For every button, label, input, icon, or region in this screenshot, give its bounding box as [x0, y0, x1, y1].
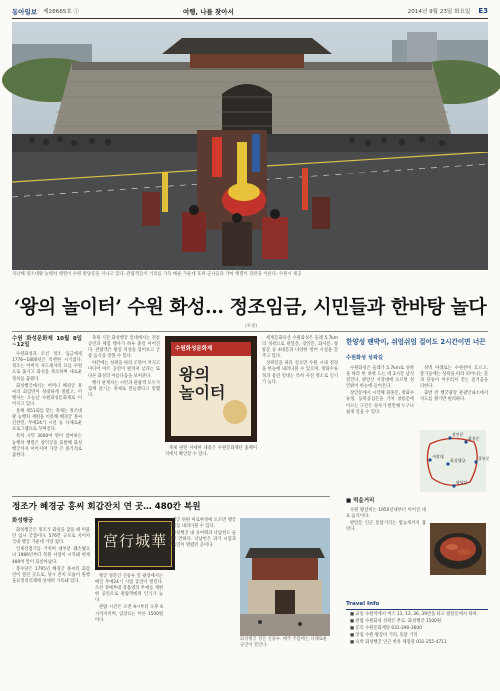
box-paragraph: 화성행궁 내 유여택과 낙남헌도 둘러볼 만하다. 낙남헌은 과거 시험과 양로연이 열렸던 곳이다.	[168, 531, 236, 549]
map-label: 서장대	[432, 454, 444, 459]
sidebar-column-1	[346, 366, 414, 492]
side-note-heading: ■ 먹을거리	[346, 498, 375, 504]
box-column-2	[95, 574, 163, 686]
side-note-line: 수원 왕갈비는 1950년대부터 이어진 대표 음식이다.	[346, 508, 426, 520]
article-paragraph: 올해 제51회를 맞는 축제는 정조대왕 능행차 재현을 비롯해 혜경궁 홍씨 진찬연, 무예24기 시연 등 다채로운 프로그램으로 꾸며진다.	[12, 409, 82, 433]
masthead	[12, 4, 488, 18]
side-note	[346, 498, 426, 598]
article-subhead: 수원 화성문화제 10월 8일~12일	[12, 336, 82, 349]
article-paragraph: 세계문화유산 수원화성은 둘레 5.7km의 성곽으로 팔달문, 장안문, 화서문, 창룡문 등 4대문과 다양한 방어 시설을 갖추고 있다.	[262, 336, 338, 360]
fortress-route-map	[420, 430, 490, 492]
headline-tag: (루팡)	[245, 324, 258, 329]
masthead-rule	[12, 18, 488, 19]
travel-info-line: ■ 문의 수원문화재단 031-290-3600	[350, 626, 422, 632]
sinpungnu-gate-photo	[240, 518, 330, 636]
article-column-3	[262, 336, 338, 492]
publication-date: 2014년 9월 23일 화요일	[407, 9, 471, 15]
sidebar-paragraph: 장안문에서 시작해 화홍문, 방화수류정, 동북공심돈을 거쳐 창룡문에 이르는 구간은 경사가 완만해 누구나 쉽게 걸을 수 있다.	[346, 391, 414, 415]
travel-info-heading: Travel Info	[346, 601, 380, 607]
map-label: 장안문	[452, 432, 464, 437]
travel-info-line: ■ 관람 수원화성 성곽은 무료, 화성행궁 1500원.	[350, 619, 443, 625]
box-headline: 정조가 혜경궁 홍씨 회갑잔치 연 곳… 480칸 복원	[12, 502, 201, 512]
article-paragraph: 축제 관련 자세한 내용은 수원문화재단 홈페이지에서 확인할 수 있다.	[165, 446, 257, 458]
sign-text: 宮行城華	[102, 532, 167, 550]
article-column-1	[12, 336, 82, 492]
section-title: 여행, 나를 찾아서	[182, 7, 234, 16]
newspaper-logo: 동아일보	[12, 7, 38, 16]
sidebar-title: 한양성 팬박이, 쉬엄쉬엄 걸어도 2시간이면 너끈	[346, 338, 486, 346]
festival-book-image	[165, 336, 257, 442]
article-paragraph: 행사 관계자는 시민과 관광객 모두가 함께 즐기는 축제로 만들겠다고 말했다.	[88, 380, 160, 398]
photo-caption: 지난해 정조대왕 능행차 행렬이 수원 팔달문을 지나고 있다. 관람객들이 거리를 가득 메운 가운데 호위 군사들과 가마 행렬이 장관을 이룬다. 수원시 제공	[12, 272, 302, 277]
box-paragraph: 봉수당은 1795년 혜경궁 홍씨의 회갑연이 열린 곳으로, 당시 잔치 모습이 원행을묘정리의궤에 상세히 기록돼 있다.	[12, 566, 90, 584]
box-subhead: 화성행궁	[12, 518, 34, 524]
box-paragraph: 관람 시간은 오전 9시부터 오후 6시까지이며, 입장료는 어른 1500원이다.	[95, 605, 163, 623]
main-headline: ‘왕의 놀이터’ 수원 화성… 정조임금, 시민들과 한바탕 놀다	[13, 296, 487, 318]
sidebar-paragraph: 수원화성은 둘레가 5.7km로 성곽을 따라 한 바퀴 도는 데 2시간 남짓 걸린다. 팔달산 서장대에 오르면 성 안팎이 한눈에 들어온다.	[346, 366, 414, 390]
article-paragraph: 야간에는 성곽을 따라 조명이 켜지고 미디어 아트 공연이 펼쳐져 낮과는 또 다른 화성의 아름다움을 보여준다.	[88, 361, 160, 379]
travel-info-line: ■ 맛집 수원 왕갈비 거리, 통닭 거리	[350, 633, 418, 639]
book-tag: 수원화성문화제	[175, 346, 213, 352]
galbi-food-photo	[430, 523, 486, 575]
travel-info-list	[346, 612, 488, 686]
side-note-line: 팔달문 인근 통닭거리는 밤늦게까지 붐빈다.	[346, 521, 426, 533]
book-title: 왕의 놀이터	[179, 365, 226, 402]
article-paragraph: 축제 기간 화성행궁 일대에서는 전통 공연과 체험 행사가 하루 종일 이어진다. 관람객은 왕실 의상을 입어보고 궁중 음식을 맛볼 수 있다.	[88, 336, 160, 360]
issue-number: 제28665호 ⓘ	[43, 9, 80, 15]
article-column-2b	[165, 446, 257, 492]
map-label: 팔달문	[456, 480, 468, 485]
box-column-3	[168, 518, 236, 686]
main-photo	[12, 22, 488, 270]
article-paragraph: 성곽길을 따라 걸으면 수원 시내 전경을 한눈에 내려다볼 수 있으며, 방화수류정과 용연 일대는 특히 사진 명소로 인기가 높다.	[262, 361, 338, 385]
section-rule	[12, 496, 330, 497]
travel-info-line: ■ 교통 수원역에서 버스 11, 13, 36, 39번을 타고 팔달문에서 하차.	[350, 612, 479, 617]
article-column-2	[88, 336, 160, 492]
article-paragraph: 수원화성과 조선 정조 임금에게 1776~1800년은 특별한 시기였다. 정조는 아버지 사도세자의 묘를 수원으로 옮기고 화성을 축조하며 새로운 정치를 꿈꿨다.	[12, 352, 82, 382]
map-label: 창룡문	[478, 456, 490, 461]
article-paragraph: 특히 시민 3000여 명이 참여하는 능행차 행렬은 창덕궁을 출발해 화성행궁까지 이어지며 가장 큰 볼거리로 꼽힌다.	[12, 434, 82, 458]
box-column-1	[12, 518, 90, 686]
gate-caption: 화성행궁 정문 신풍루. 매주 주말에는 다채로운 공연이 열린다.	[240, 637, 328, 648]
box-paragraph: 일제강점기를 거치며 대부분 훼손됐으나 1989년부터 복원 사업이 시작돼 현재 480여 칸이 되살아났다.	[12, 547, 90, 565]
travel-info-rule	[346, 609, 488, 610]
sidebar-paragraph: 출발 전 행궁광장 관광안내소에서 지도를 챙기면 편리하다.	[420, 391, 488, 403]
box-paragraph: 화성행궁은 정조가 화성을 찾을 때 머물던 임시 궁궐이다. 576칸 규모로 지어져 국내 행궁 가운데 가장 컸다.	[12, 528, 90, 546]
box-paragraph: 행궁 정문인 신풍루 앞 광장에서는 매일 무예24기 시범 공연이 열린다. 조선 정예부대 장용영의 무예를 재현한 공연으로 관람객에게 인기가 높다.	[95, 574, 163, 604]
map-label: 화홍문	[468, 436, 480, 441]
box-paragraph: 행궁 뒤편 미로한정에 오르면 행궁 전체를 내려다볼 수 있다.	[168, 518, 236, 530]
map-label: 화성행궁	[450, 458, 466, 463]
hwaseong-haenggung-sign	[95, 518, 175, 570]
sidebar-subhead: 수원화성 성곽길	[346, 355, 383, 361]
headline-rule	[12, 331, 488, 332]
article-paragraph: 화성행궁에서는 어머니 혜경궁 홍씨의 회갑연이 성대하게 열렸고, 이 행사는 오늘날 수원화성문화제로 이어지고 있다.	[12, 383, 82, 407]
page-number: E3	[478, 7, 488, 15]
sidebar-paragraph: 성벽 아래로는 수원천이 흐르고, 봄가을에는 성곽을 따라 피어나는 꽃과 단풍이 어우러져 걷는 즐거움을 더한다.	[420, 366, 488, 390]
travel-info-line: ■ 숙박 화성행궁 인근 한옥 체험관 031-255-4711	[350, 640, 447, 646]
